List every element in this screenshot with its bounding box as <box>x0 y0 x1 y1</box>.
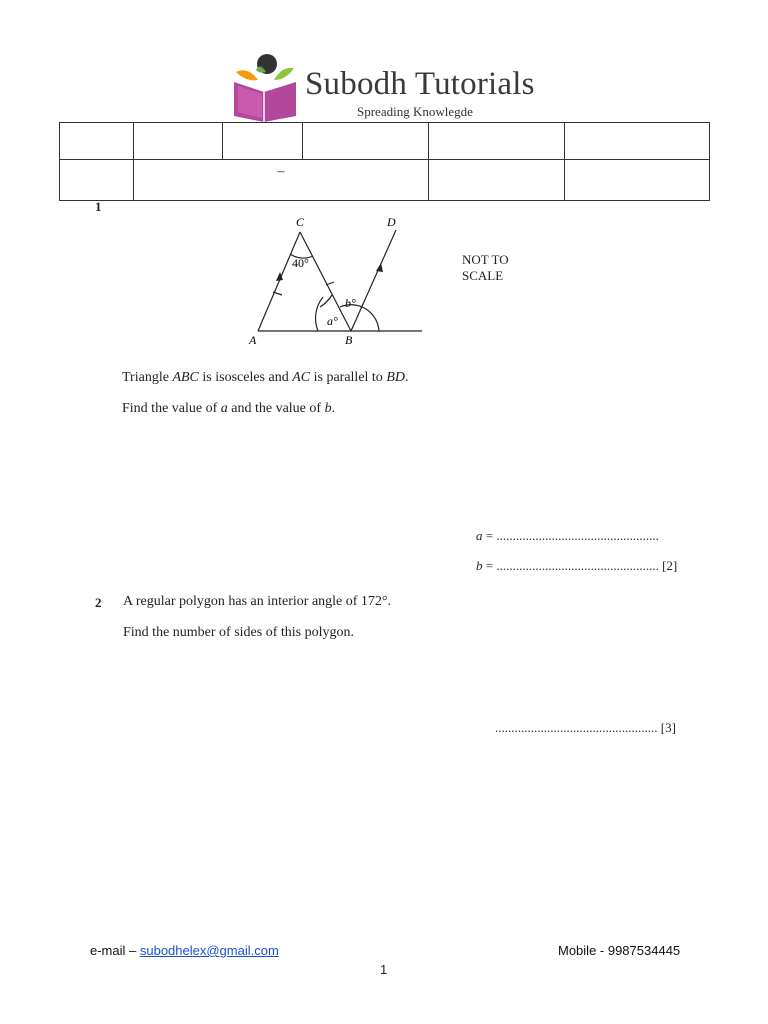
angle-b-label: b° <box>345 296 356 310</box>
marks-label: [2] <box>662 558 678 573</box>
header-info-table <box>59 122 710 201</box>
answer-line-b[interactable]: b = .................................................. [2] <box>476 558 678 573</box>
table-cell <box>565 160 710 201</box>
table-cell <box>303 123 429 160</box>
table-cell <box>223 123 303 160</box>
email-link[interactable]: subodhelex@gmail.com <box>139 943 279 958</box>
label-d: D <box>387 215 396 229</box>
brand-name: Subodh Tutorials <box>305 66 535 102</box>
table-cell <box>60 123 134 160</box>
subodh-tutorials-logo <box>230 52 300 122</box>
note-line: SCALE <box>462 268 504 283</box>
label-b: B <box>345 333 353 347</box>
label-a: A <box>249 333 257 347</box>
brand-tagline: Spreading Knowlegde <box>357 104 473 119</box>
footer-mobile: Mobile - 9987534445 <box>558 943 681 958</box>
table-cell <box>429 123 565 160</box>
table-cell <box>134 123 223 160</box>
angle-c-label: 40° <box>292 256 309 270</box>
answer-line-a[interactable]: a = .................................................. <box>476 528 659 543</box>
question-2-statement: A regular polygon has an interior angle of 172°. <box>123 594 392 609</box>
table-cell-dash: – <box>134 160 429 201</box>
table-row <box>60 160 710 201</box>
note-line: NOT TO <box>462 252 509 267</box>
table-row <box>60 123 710 160</box>
angle-a-label: a° <box>327 314 338 328</box>
question-number: 1 <box>95 199 102 214</box>
label-c: C <box>296 215 305 229</box>
table-cell <box>429 160 565 201</box>
footer-email: e-mail – subodhelex@gmail.com <box>90 943 279 958</box>
marks-label: [3] <box>660 720 676 735</box>
question-1-instruction: Find the value of a and the value of b. <box>122 401 336 416</box>
answer-line-sides[interactable]: .................................................. [3] <box>495 720 676 735</box>
triangle-diagram <box>240 212 430 350</box>
table-cell <box>60 160 134 201</box>
question-number: 2 <box>95 595 102 610</box>
page-number: 1 <box>380 962 388 977</box>
question-1-statement: Triangle ABC is isosceles and AC is parallel to BD. <box>122 370 409 385</box>
not-to-scale-note <box>462 252 509 284</box>
question-2-instruction: Find the number of sides of this polygon. <box>123 625 354 640</box>
table-cell <box>565 123 710 160</box>
